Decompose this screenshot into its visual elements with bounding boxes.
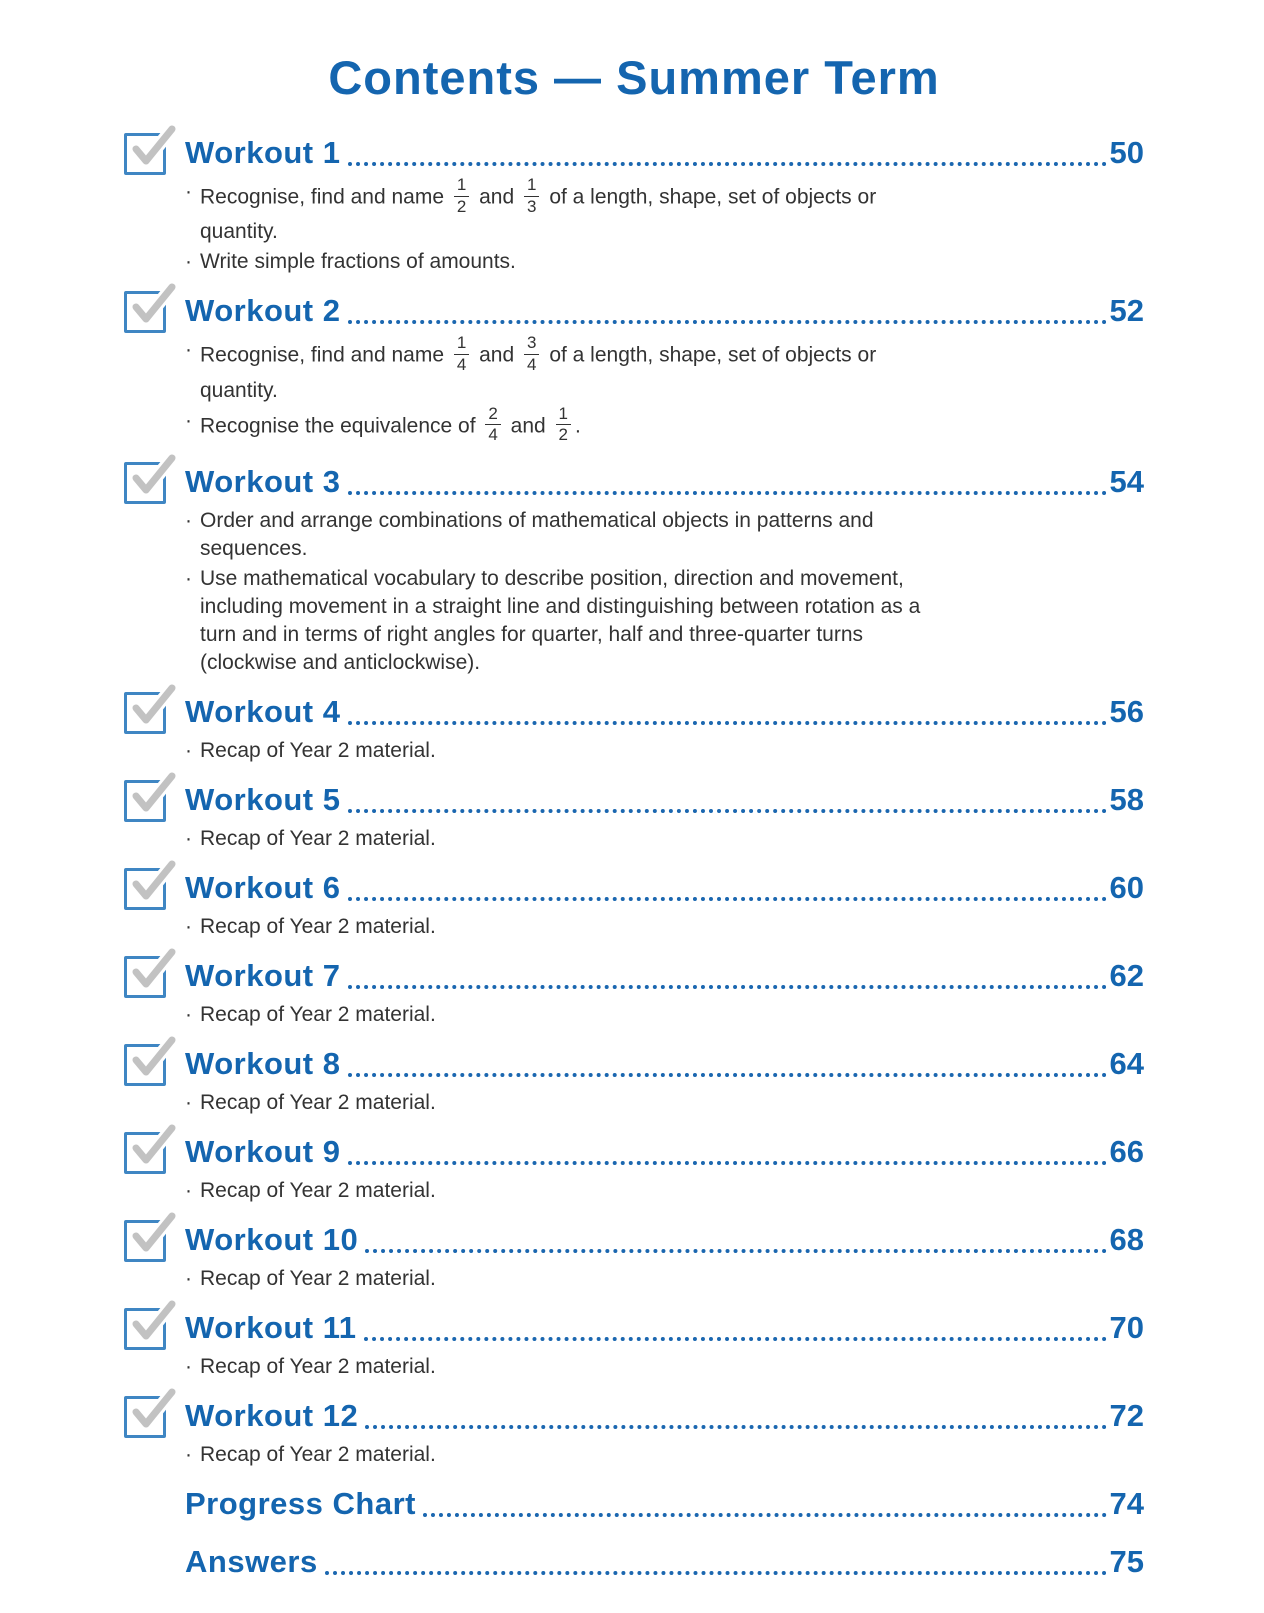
bullet-icon: · xyxy=(185,739,192,763)
entry-title-row xyxy=(185,1540,1144,1584)
bullet-item xyxy=(185,913,950,941)
bullet-text: Recap of Year 2 material. xyxy=(200,1443,436,1467)
entry-main xyxy=(185,866,1144,943)
entry-main xyxy=(185,1540,1144,1587)
workout-checkbox[interactable] xyxy=(124,1396,166,1438)
contents-entry xyxy=(124,1130,1144,1207)
checkbox-column xyxy=(124,460,185,504)
bullet-text: Recap of Year 2 material. xyxy=(200,1267,436,1291)
checkmark-icon xyxy=(126,946,178,998)
entry-main xyxy=(185,1482,1144,1529)
dotted-leader xyxy=(423,1513,1107,1517)
dotted-leader xyxy=(348,897,1107,901)
bullet-text: Recognise the equivalence of $\frac{2}{4}$ and $\frac{1}{2}$ . xyxy=(200,403,581,445)
checkmark-icon xyxy=(126,452,178,504)
checkmark-icon xyxy=(126,1034,178,1086)
fraction: $\frac{3}{4}$ xyxy=(524,334,539,374)
bullet-text: Recap of Year 2 material. xyxy=(200,1003,436,1027)
workout-checkbox[interactable] xyxy=(124,1308,166,1350)
bullet-item xyxy=(185,1265,950,1293)
checkbox-column xyxy=(124,690,185,734)
entry-title-row xyxy=(185,690,1144,734)
entry-title-row xyxy=(185,1306,1144,1350)
entry-label: Workout 7 xyxy=(185,958,341,994)
workout-checkbox[interactable] xyxy=(124,462,166,504)
contents-entry xyxy=(124,690,1144,767)
entry-page-number: 50 xyxy=(1109,135,1144,170)
checkbox-column xyxy=(124,131,185,175)
entry-bullets xyxy=(185,175,1144,276)
entry-bullets xyxy=(185,825,1144,853)
entry-label: Workout 1 xyxy=(185,135,341,170)
workout-checkbox[interactable] xyxy=(124,692,166,734)
contents-list xyxy=(124,131,1144,1587)
entry-label: Workout 6 xyxy=(185,870,341,906)
bullet-text: Recap of Year 2 material. xyxy=(200,739,436,763)
contents-entry xyxy=(124,460,1144,679)
entry-label: Progress Chart xyxy=(185,1486,416,1522)
bullet-item xyxy=(185,507,950,563)
checkmark-icon xyxy=(126,682,178,734)
contents-entry xyxy=(124,289,1144,449)
bullet-item xyxy=(185,565,950,677)
entry-main xyxy=(185,1306,1144,1383)
entry-main xyxy=(185,1218,1144,1295)
entry-title-row xyxy=(185,289,1144,333)
bullet-icon: · xyxy=(185,1091,192,1115)
entry-page-number: 68 xyxy=(1109,1222,1144,1258)
checkbox-column xyxy=(124,1042,185,1086)
bullet-item xyxy=(185,248,950,276)
checkmark-icon xyxy=(126,858,178,910)
bullet-item xyxy=(185,403,950,447)
contents-entry xyxy=(124,1394,1144,1471)
bullet-icon: · xyxy=(185,180,192,203)
entry-label: Workout 12 xyxy=(185,1398,359,1434)
bullet-item xyxy=(185,333,950,404)
entry-page-number: 74 xyxy=(1109,1486,1144,1522)
entry-main xyxy=(185,690,1144,767)
contents-entry xyxy=(124,778,1144,855)
workout-checkbox[interactable] xyxy=(124,1132,166,1174)
bullet-icon: · xyxy=(185,1267,192,1291)
entry-label: Workout 10 xyxy=(185,1222,359,1258)
entry-title-row xyxy=(185,866,1144,910)
entry-label: Workout 11 xyxy=(185,1310,357,1346)
checkbox-column xyxy=(124,954,185,998)
dotted-leader xyxy=(325,1571,1107,1575)
entry-bullets xyxy=(185,1441,1144,1469)
dotted-leader xyxy=(348,721,1107,725)
bullet-icon: · xyxy=(185,250,192,274)
entry-main xyxy=(185,289,1144,449)
checkmark-icon xyxy=(126,1386,178,1438)
checkbox-column xyxy=(124,778,185,822)
dotted-leader xyxy=(365,1425,1106,1429)
entry-main xyxy=(185,1042,1144,1119)
entry-bullets xyxy=(185,913,1144,941)
entry-title-row xyxy=(185,131,1144,175)
entry-bullets xyxy=(185,737,1144,765)
entry-page-number: 56 xyxy=(1109,694,1144,730)
entry-title-row xyxy=(185,1042,1144,1086)
bullet-text: Recognise, find and name $\frac{1}{2}$ and $\frac{1}{3}$ of a length, shape, set of objects or quantity. xyxy=(200,175,877,244)
bullet-icon: · xyxy=(185,827,192,851)
bullet-text: Recognise, find and name $\frac{1}{4}$ and $\frac{3}{4}$ of a length, shape, set of objects or quantity. xyxy=(200,333,877,402)
entry-main xyxy=(185,954,1144,1031)
entry-title-row xyxy=(185,954,1144,998)
checkbox-column xyxy=(124,1218,185,1262)
bullet-icon: · xyxy=(185,1003,192,1027)
bullet-icon: · xyxy=(185,567,192,591)
entry-page-number: 72 xyxy=(1109,1398,1144,1434)
bullet-text: Recap of Year 2 material. xyxy=(200,1355,436,1379)
workout-checkbox[interactable] xyxy=(124,868,166,910)
entry-main xyxy=(185,460,1144,679)
entry-bullets xyxy=(185,1001,1144,1029)
contents-entry xyxy=(124,1042,1144,1119)
fraction: $\frac{1}{4}$ xyxy=(454,334,469,374)
dotted-leader xyxy=(348,162,1107,166)
contents-entry xyxy=(124,954,1144,1031)
bullet-icon: · xyxy=(185,338,192,362)
bullet-item xyxy=(185,825,950,853)
checkbox-column xyxy=(124,866,185,910)
dotted-leader xyxy=(348,985,1107,989)
entry-title-row xyxy=(185,1218,1144,1262)
entry-title-row xyxy=(185,778,1144,822)
bullet-text: Write simple fractions of amounts. xyxy=(200,250,516,274)
entry-page-number: 75 xyxy=(1109,1544,1144,1580)
bullet-item xyxy=(185,1177,950,1205)
checkbox-column xyxy=(124,1130,185,1174)
entry-main xyxy=(185,1130,1144,1207)
entry-page-number: 60 xyxy=(1109,870,1144,906)
entry-label: Workout 2 xyxy=(185,293,341,329)
fraction: $\frac{2}{4}$ xyxy=(485,405,500,445)
contents-entry xyxy=(124,866,1144,943)
workout-checkbox[interactable] xyxy=(124,780,166,822)
bullet-icon: · xyxy=(185,1443,192,1467)
bullet-text: Order and arrange combinations of mathematical objects in patterns and sequences. xyxy=(200,509,874,561)
dotted-leader xyxy=(348,1073,1107,1077)
checkmark-icon xyxy=(126,281,178,333)
dotted-leader xyxy=(348,320,1107,324)
bullet-text: Recap of Year 2 material. xyxy=(200,1179,436,1203)
checkmark-icon xyxy=(126,1210,178,1262)
entry-main xyxy=(185,131,1144,278)
entry-bullets xyxy=(185,1089,1144,1117)
entry-label: Workout 5 xyxy=(185,782,341,818)
entry-bullets xyxy=(185,1265,1144,1293)
entry-page-number: 62 xyxy=(1109,958,1144,994)
entry-label: Workout 9 xyxy=(185,1134,341,1170)
entry-bullets xyxy=(185,333,1144,447)
entry-title-row xyxy=(185,1130,1144,1174)
checkbox-column xyxy=(124,1306,185,1350)
bullet-item xyxy=(185,1001,950,1029)
entry-bullets xyxy=(185,1177,1144,1205)
fraction: $\frac{1}{2}$ xyxy=(454,176,469,216)
entry-page-number: 70 xyxy=(1109,1310,1144,1346)
page-title: Contents — Summer Term xyxy=(328,51,940,104)
contents-entry xyxy=(124,1218,1144,1295)
bullet-text: Recap of Year 2 material. xyxy=(200,1091,436,1115)
dotted-leader xyxy=(364,1337,1107,1341)
checkmark-icon xyxy=(126,1122,178,1174)
entry-bullets xyxy=(185,1353,1144,1381)
checkmark-icon xyxy=(126,123,178,175)
bullet-icon: · xyxy=(185,408,192,432)
workout-checkbox[interactable] xyxy=(124,291,166,333)
workout-checkbox[interactable] xyxy=(124,1044,166,1086)
entry-page-number: 64 xyxy=(1109,1046,1144,1082)
entry-bullets xyxy=(185,507,1144,677)
bullet-item xyxy=(185,1353,950,1381)
bullet-text: Use mathematical vocabulary to describe position, direction and movement, including movement in a straight line and distinguishing between rotation as a turn and in terms of right angles for quarter, half and three-quarter turns (clockwise and anticlockwise). xyxy=(200,567,921,675)
contents-entry xyxy=(124,131,1144,278)
entry-title-row xyxy=(185,1394,1144,1438)
workout-checkbox[interactable] xyxy=(124,956,166,998)
entry-main xyxy=(185,778,1144,855)
fraction: $\frac{1}{3}$ xyxy=(524,176,539,216)
workout-checkbox[interactable] xyxy=(124,133,166,175)
workout-checkbox[interactable] xyxy=(124,1220,166,1262)
bullet-item xyxy=(185,1089,950,1117)
bullet-icon: · xyxy=(185,509,192,533)
bullet-item xyxy=(185,175,950,246)
contents-entry xyxy=(124,1540,1144,1587)
entry-page-number: 58 xyxy=(1109,782,1144,818)
checkbox-column xyxy=(124,1394,185,1438)
dotted-leader xyxy=(365,1249,1106,1253)
entry-page-number: 66 xyxy=(1109,1134,1144,1170)
fraction: $\frac{1}{2}$ xyxy=(556,405,571,445)
bullet-icon: · xyxy=(185,1355,192,1379)
entry-main xyxy=(185,1394,1144,1471)
entry-label: Workout 8 xyxy=(185,1046,341,1082)
contents-entry xyxy=(124,1482,1144,1529)
bullet-item xyxy=(185,737,950,765)
bullet-item xyxy=(185,1441,950,1469)
entry-label: Answers xyxy=(185,1544,318,1580)
checkmark-icon xyxy=(126,1298,178,1350)
entry-page-number: 54 xyxy=(1109,464,1144,500)
entry-label: Workout 3 xyxy=(185,464,341,500)
dotted-leader xyxy=(348,491,1107,495)
bullet-icon: · xyxy=(185,915,192,939)
entry-page-number: 52 xyxy=(1109,293,1144,329)
bullet-icon: · xyxy=(185,1179,192,1203)
bullet-text: Recap of Year 2 material. xyxy=(200,827,436,851)
entry-title-row xyxy=(185,1482,1144,1526)
checkmark-icon xyxy=(126,770,178,822)
entry-label: Workout 4 xyxy=(185,694,341,730)
dotted-leader xyxy=(348,1161,1107,1165)
contents-entry xyxy=(124,1306,1144,1383)
checkbox-column xyxy=(124,289,185,333)
bullet-text: Recap of Year 2 material. xyxy=(200,915,436,939)
dotted-leader xyxy=(348,809,1107,813)
entry-title-row xyxy=(185,460,1144,504)
